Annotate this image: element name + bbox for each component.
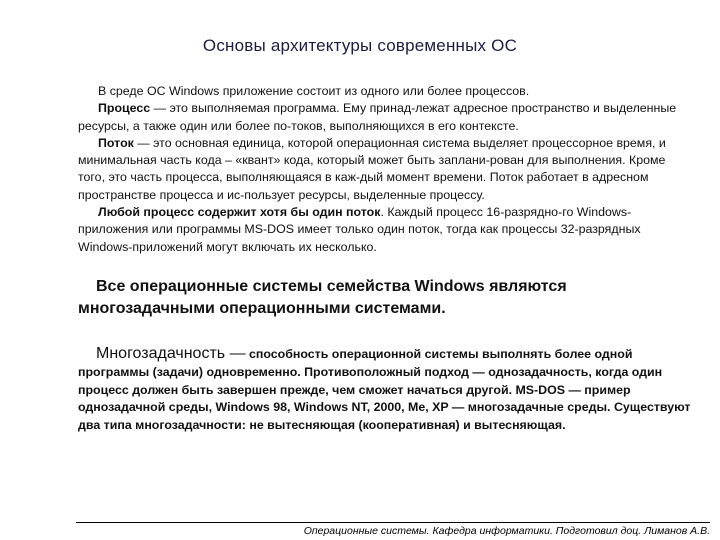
process-threads-text: . Каждый процесс 16-разрядно-го Windows-приложения или программы MS-DOS имеет только один поток, тогда как процессы 32-разрядных Windows-приложений могут включать их несколько. (78, 205, 641, 254)
body-text (78, 83, 688, 256)
paragraph-process-threads (78, 204, 688, 256)
term-any-process: Любой процесс содержит хотя бы один поток (98, 205, 381, 220)
term-thread: Поток (98, 135, 134, 150)
multitasking-paragraph (78, 345, 693, 435)
paragraph-windows-app-text: В среде ОС Windows приложение состоит из одного или более процессов. (98, 84, 530, 98)
footer-caption: Операционные системы. Кафедра информатики. Подготовил доц. Лиманов А.В. (303, 525, 710, 537)
term-process: Процесс (98, 101, 151, 116)
multitasking-statement: Все операционные системы семейства Windows являются многозадачными операционными системами. (78, 278, 567, 317)
paragraph-thread (78, 135, 688, 204)
paragraph-process (78, 100, 688, 135)
paragraph-windows-app (78, 83, 688, 100)
thread-definition: — это основная единица, которой операционная система выделяет процессорное время, и минимальная часть кода – «квант» кода, который может быть заплани-рован для выполнения. Кроме того, это часть процесса, выполняющаяся в каж-дый момент времени. Поток работает в адресном пространстве процесса и ис-пользует ресурсы, выделенные процессу. (78, 135, 666, 202)
term-multitasking: Многозадачность — (96, 345, 246, 362)
multitasking-definition: способность операционной системы выполнять более одной программы (задачи) одновременно. Противоположный подход — однозадачность, когда один процесс должен быть завершен прежде, чем сможет начаться другой. MS-DOS — пример однозадачной среды, Windows 98, Windows NT, 2000, Me, XP — многозадачные среды. Существуют два типа многозадачности: не вытесняющая (кооперативная) и вытесняющая. (78, 347, 691, 433)
process-definition: — это выполняемая программа. Ему принад-лежат адресное пространство и выделенные ресурсы, а также один или более по-токов, выполняющихся в его контексте. (78, 101, 677, 133)
slide-title: Основы архитектуры современных ОС (202, 36, 518, 55)
footer-divider (76, 522, 710, 523)
